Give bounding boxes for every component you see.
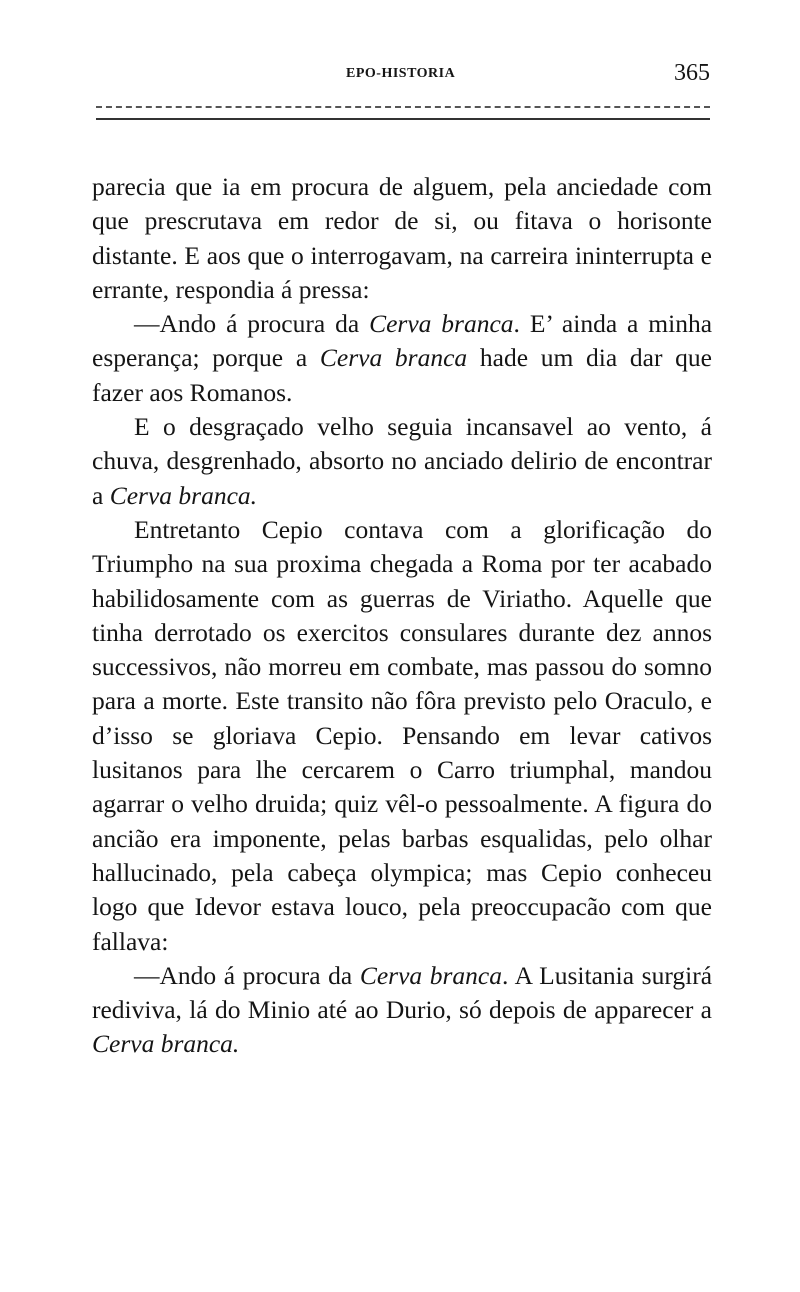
italic-text: Cerva branca. bbox=[92, 1029, 240, 1059]
paragraph bbox=[92, 170, 712, 307]
text-run: —Ando á procura da bbox=[134, 960, 360, 990]
italic-text: Cerva branca. bbox=[109, 480, 258, 510]
italic-text: Cerva branca bbox=[319, 343, 468, 373]
paragraph bbox=[92, 410, 712, 513]
text-run: —Ando á procura da bbox=[134, 309, 370, 339]
paragraph bbox=[92, 307, 712, 410]
paragraph bbox=[92, 959, 712, 1062]
text-run: parecia que ia em procura de alguem, pela anciedade com que prescrutava em redor de si, ou fitava o horisonte distante. E aos que o interrogavam, na carreira ininterrupta e errante, respondia á pressa: bbox=[92, 172, 712, 304]
text-run: E o desgraçado velho seguia incansavel ao vento, á chuva, desgrenhado, absorto no anciado delirio de encontrar a bbox=[92, 412, 712, 510]
text-run: Entretanto Cepio contava com a glorificação do Triumpho na sua proxima chegada a Roma por ter acabado habilidosamente com as guerras de Viriatho. Aquelle que tinha derrotado os exercitos consulares durante dez annos successivos, não morreu em combate, mas passou do somno para a morte. Este transito não fôra previsto pelo Oraculo, e d’isso se gloriava Cepio. Pensando em levar cativos lusitanos para lhe cercarem o Carro triumphal, mandou agarrar o velho druida; quiz vêl-o pessoalmente. A figura do ancião era imponente, pelas barbas esqualidas, pelo olhar hallucinado, pela cabeça olympica; mas Cepio conheceu logo que Idevor estava louco, pela preoccupacão com que fallava: bbox=[92, 514, 712, 956]
paragraph bbox=[92, 513, 712, 959]
text-run: hade um dia dar que fazer aos Romanos. bbox=[92, 343, 712, 407]
page-number: 365 bbox=[674, 60, 710, 86]
header-rule-solid bbox=[96, 118, 710, 120]
text-run: . A Lusitania surgirá rediviva, lá do Minio até ao Durio, só depois de apparecer a bbox=[92, 960, 713, 1025]
text-run: . E’ ainda a minha esperança; porque a bbox=[92, 309, 713, 373]
italic-text: Cerva branca bbox=[359, 960, 502, 990]
header-rule-dashed bbox=[96, 106, 710, 108]
text-body bbox=[92, 170, 712, 1062]
running-title: EPO-HISTORIA bbox=[346, 66, 456, 81]
italic-text: Cerva branca bbox=[369, 309, 514, 339]
running-head bbox=[94, 60, 712, 94]
